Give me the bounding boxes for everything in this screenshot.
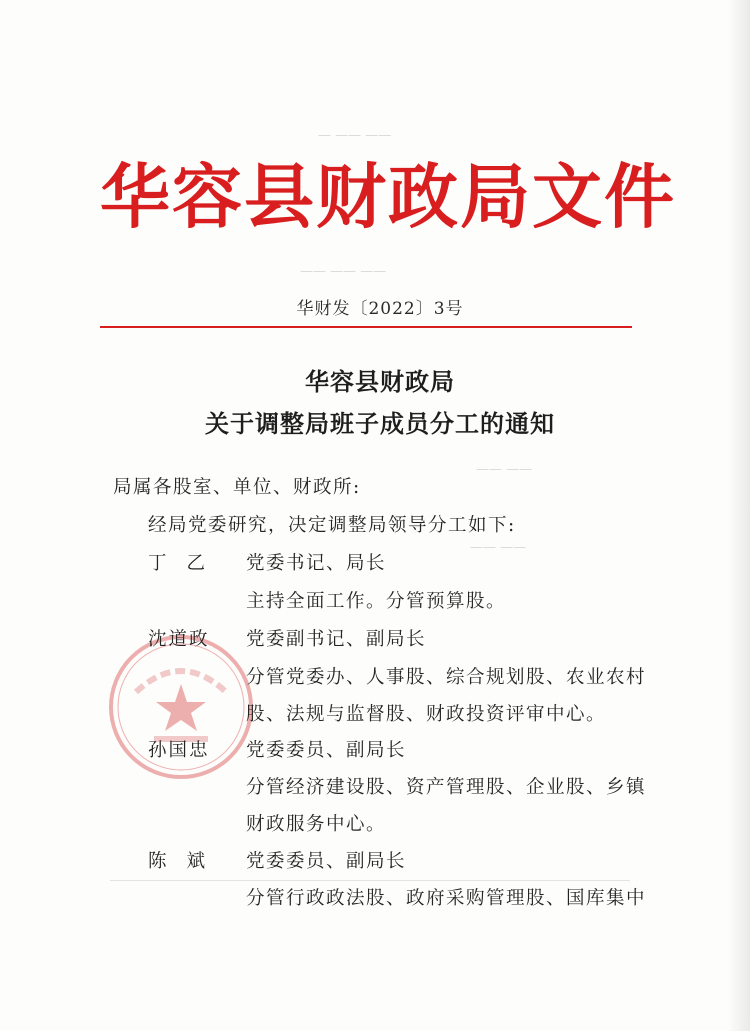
member-name: 陈斌	[148, 851, 226, 872]
intro-paragraph: 经局党委研究，决定调整局领导分工如下:	[148, 515, 516, 536]
member-name: 孙国忠	[148, 740, 210, 761]
member-position: 党委委员、副局长	[246, 851, 407, 872]
member-name: 丁乙	[148, 553, 226, 574]
bleed-through-mark: —— ——	[476, 462, 533, 477]
member-name: 沈道政	[148, 629, 210, 650]
document-number: 华财发〔2022〕3号	[296, 299, 464, 319]
member-duties: 分管党委办、人事股、综合规划股、农业农村	[246, 667, 647, 688]
member-duties: 分管行政政法股、政府采购管理股、国库集中	[246, 888, 647, 909]
bleed-through-mark: —— —— ——	[300, 264, 387, 279]
bleed-through-mark: —— ——	[470, 540, 527, 555]
member-position: 党委副书记、副局长	[246, 629, 427, 650]
document-header-title: 华容县财政局文件	[100, 155, 676, 238]
recipient-line: 局属各股室、单位、财政所:	[113, 477, 361, 498]
member-position: 党委委员、副局长	[246, 740, 407, 761]
notice-title-line-1: 华容县财政局	[305, 367, 455, 396]
member-duties: 分管经济建设股、资产管理股、企业股、乡镇	[246, 777, 647, 798]
bleed-through-mark: — —— ——	[318, 128, 392, 143]
bleed-through-rule	[110, 880, 630, 882]
member-duties: 主持全面工作。分管预算股。	[246, 591, 507, 612]
notice-title-line-2: 关于调整局班子成员分工的通知	[205, 409, 555, 438]
scan-edge-shadow	[728, 0, 750, 1031]
header-red-rule	[100, 326, 632, 328]
member-position: 党委书记、局长	[246, 553, 387, 574]
member-duties: 股、法规与监督股、财政投资评审中心。	[246, 704, 607, 725]
member-duties: 财政服务中心。	[246, 814, 387, 835]
